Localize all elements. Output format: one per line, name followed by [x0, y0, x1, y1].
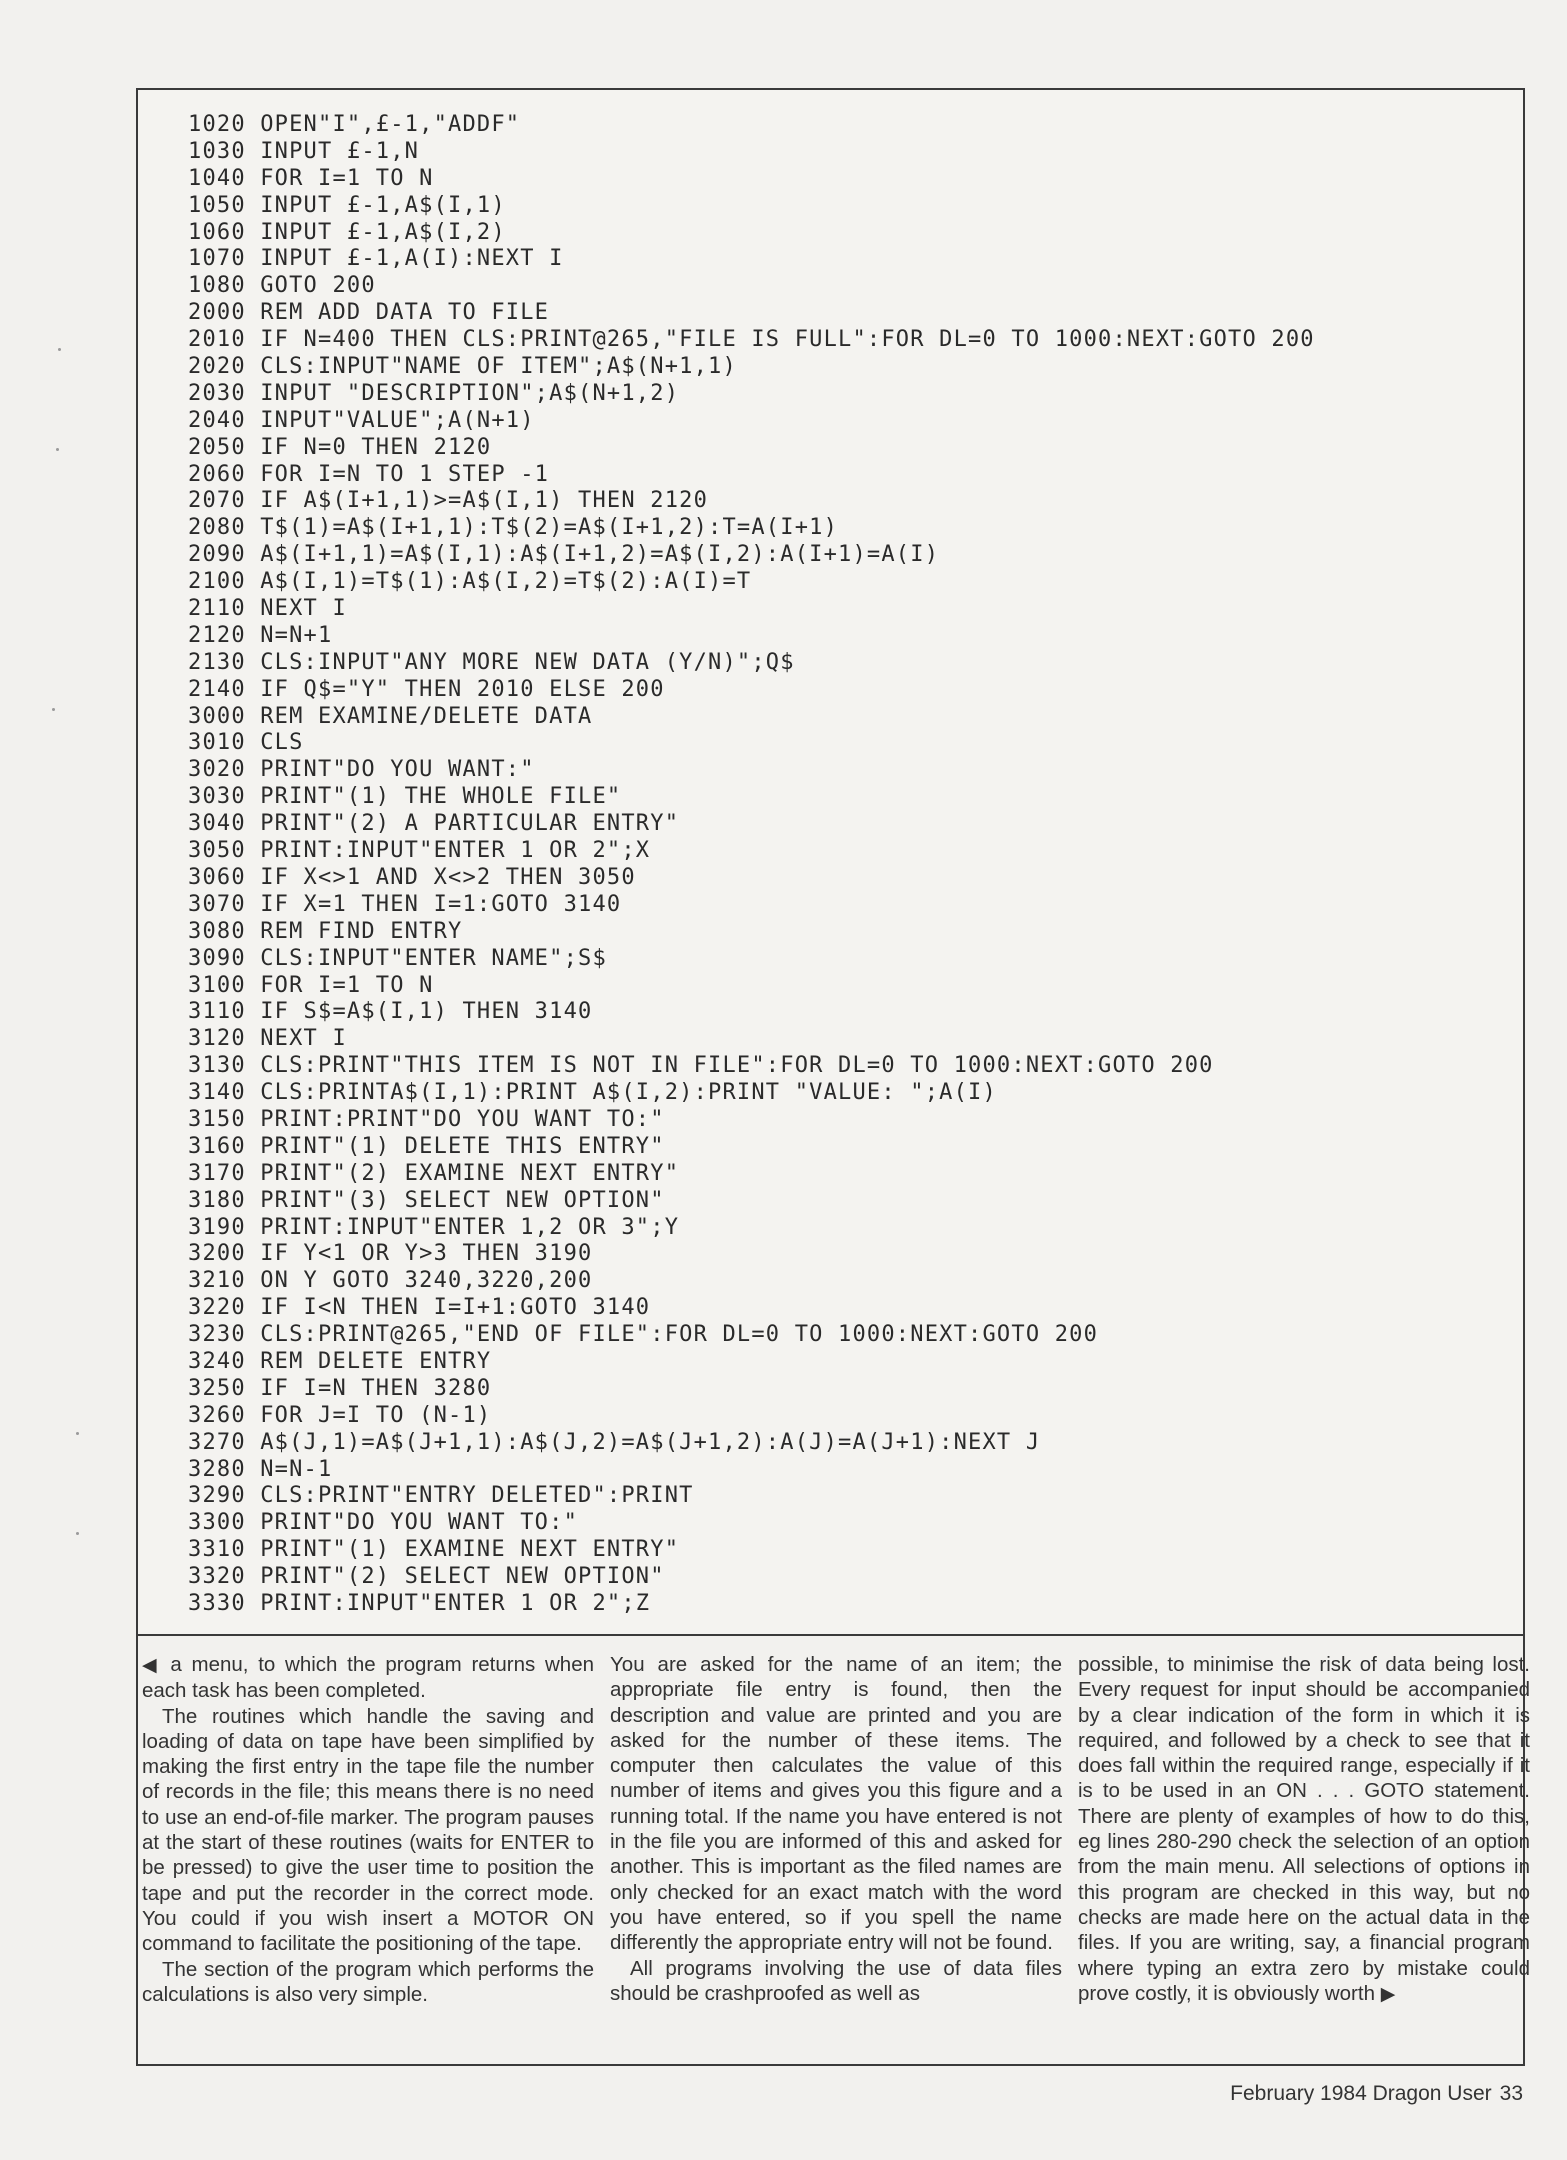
- listing-line: 1040 FOR I=1 TO N: [188, 165, 434, 191]
- issue-label: February 1984 Dragon User: [1230, 2082, 1492, 2105]
- program-listing: [188, 112, 1315, 1618]
- listing-line: 2010 IF N=400 THEN CLS:PRINT@265,"FILE IS FULL":FOR DL=0 TO 1000:NEXT:GOTO 200: [188, 327, 1315, 353]
- listing-line: 3240 REM DELETE ENTRY: [188, 1348, 492, 1374]
- listing-line: 3180 PRINT"(3) SELECT NEW OPTION": [188, 1187, 665, 1213]
- listing-line: 3320 PRINT"(2) SELECT NEW OPTION": [188, 1564, 665, 1590]
- listing-line: 2080 T$(1)=A$(I+1,1):T$(2)=A$(I+1,2):T=A(I+1): [188, 515, 839, 541]
- listing-line: 3210 ON Y GOTO 3240,3220,200: [188, 1268, 593, 1294]
- listing-line: 3300 PRINT"DO YOU WANT TO:": [188, 1510, 579, 1536]
- listing-line: 2030 INPUT "DESCRIPTION";A$(N+1,2): [188, 380, 680, 406]
- listing-line: 3190 PRINT:INPUT"ENTER 1,2 OR 3";Y: [188, 1214, 680, 1240]
- listing-line: 2000 REM ADD DATA TO FILE: [188, 300, 550, 326]
- continued-from-arrow-icon: ◀: [142, 1654, 161, 1676]
- listing-line: 3010 CLS: [188, 730, 304, 756]
- scan-speck: [76, 1532, 79, 1535]
- listing-line: 3020 PRINT"DO YOU WANT:": [188, 757, 535, 783]
- listing-line: 2100 A$(I,1)=T$(1):A$(I,2)=T$(2):A(I)=T: [188, 569, 752, 595]
- listing-line: 2020 CLS:INPUT"NAME OF ITEM";A$(N+1,1): [188, 354, 737, 380]
- listing-line: 3230 CLS:PRINT@265,"END OF FILE":FOR DL=0 TO 1000:NEXT:GOTO 200: [188, 1322, 1099, 1348]
- listing-line: 1080 GOTO 200: [188, 273, 376, 299]
- listing-line: 3060 IF X<>1 AND X<>2 THEN 3050: [188, 864, 636, 890]
- listing-line: 2110 NEXT I: [188, 596, 347, 622]
- listing-line: 3170 PRINT"(2) EXAMINE NEXT ENTRY": [188, 1160, 680, 1186]
- listing-line: 1050 INPUT £-1,A$(I,1): [188, 192, 506, 218]
- listing-line: 3160 PRINT"(1) DELETE THIS ENTRY": [188, 1133, 665, 1159]
- listing-line: 3130 CLS:PRINT"THIS ITEM IS NOT IN FILE":FOR DL=0 TO 1000:NEXT:GOTO 200: [188, 1053, 1214, 1079]
- listing-line: 2040 INPUT"VALUE";A(N+1): [188, 407, 535, 433]
- listing-line: 3090 CLS:INPUT"ENTER NAME";S$: [188, 945, 607, 971]
- paragraph: [142, 1652, 594, 1704]
- paragraph: [1078, 1652, 1530, 2007]
- listing-line: 2060 FOR I=N TO 1 STEP -1: [188, 461, 550, 487]
- listing-line: 3070 IF X=1 THEN I=1:GOTO 3140: [188, 891, 622, 917]
- article-text: [136, 1636, 1530, 2066]
- listing-line: 3140 CLS:PRINTA$(I,1):PRINT A$(I,2):PRINT "VALUE: ";A(I): [188, 1080, 997, 1106]
- listing-line: 2090 A$(I+1,1)=A$(I,1):A$(I+1,2)=A$(I,2):A(I+1)=A(I): [188, 542, 940, 568]
- paragraph: All programs involving the use of data files should be crashproofed as well as: [610, 1956, 1062, 2005]
- scan-speck: [76, 1432, 79, 1435]
- continued-arrow-icon: ▶: [1380, 1982, 1396, 2005]
- scan-speck: [52, 708, 55, 711]
- listing-line: 3250 IF I=N THEN 3280: [188, 1375, 492, 1401]
- listing-line: 1030 INPUT £-1,N: [188, 138, 420, 164]
- scan-speck: [58, 348, 61, 351]
- listing-line: 2120 N=N+1: [188, 622, 333, 648]
- listing-line: 2050 IF N=0 THEN 2120: [188, 434, 492, 460]
- listing-line: 3050 PRINT:INPUT"ENTER 1 OR 2";X: [188, 838, 651, 864]
- page-number: 33: [1499, 2082, 1523, 2105]
- listing-line: 3330 PRINT:INPUT"ENTER 1 OR 2";Z: [188, 1590, 651, 1616]
- scan-speck: [56, 448, 59, 451]
- listing-line: 1020 OPEN"I",£-1,"ADDF": [188, 112, 521, 137]
- article-column-2: [610, 1652, 1062, 2006]
- listing-line: 3000 REM EXAMINE/DELETE DATA: [188, 703, 593, 729]
- article-column-3: [1078, 1652, 1530, 2007]
- paragraph: You are asked for the name of an item; the appropriate file entry is found, then the description and value are printed and you are asked for the number of these items. The computer then calculates the value of this number of items and gives you this figure and a running total. If the name you have entered is not in the file you are informed of this and asked for another. This is important as the filed names are only checked for an exact match with the word you have entered, so if you spell the name differently the appropriate entry will not be found.: [610, 1653, 1062, 1955]
- listing-line: 3100 FOR I=1 TO N: [188, 972, 434, 998]
- page-footer: [1222, 2082, 1523, 2106]
- listing-line: 3270 A$(J,1)=A$(J+1,1):A$(J,2)=A$(J+1,2):A(J)=A(J+1):NEXT J: [188, 1429, 1041, 1455]
- listing-line: 3280 N=N-1: [188, 1456, 333, 1482]
- listing-line: 2070 IF A$(I+1,1)>=A$(I,1) THEN 2120: [188, 488, 709, 514]
- listing-line: 3220 IF I<N THEN I=I+1:GOTO 3140: [188, 1295, 651, 1321]
- program-listing-box: [136, 88, 1525, 1636]
- listing-line: 3200 IF Y<1 OR Y>3 THEN 3190: [188, 1241, 593, 1267]
- paragraph: The routines which handle the saving and loading of data on tape have been simplified by making the first entry in the tape file the number of records in the file; this means there is no need to use an end-of-file marker. The program pauses at the start of these routines (waits for ENTER to be pressed) to give the user time to position the tape and put the recorder in the correct mode. You could if you wish insert a MOTOR ON command to facilitate the positioning of the tape.: [142, 1704, 594, 1956]
- listing-line: 3310 PRINT"(1) EXAMINE NEXT ENTRY": [188, 1537, 680, 1563]
- listing-line: 3080 REM FIND ENTRY: [188, 918, 463, 944]
- listing-line: 3260 FOR J=I TO (N-1): [188, 1402, 492, 1428]
- article-column-1: [142, 1652, 594, 2007]
- paragraph: The section of the program which performs the calculations is also very simple.: [142, 1957, 594, 2006]
- listing-line: 2140 IF Q$="Y" THEN 2010 ELSE 200: [188, 676, 665, 702]
- listing-line: 1070 INPUT £-1,A(I):NEXT I: [188, 246, 564, 272]
- listing-line: 1060 INPUT £-1,A$(I,2): [188, 219, 506, 245]
- listing-line: 3030 PRINT"(1) THE WHOLE FILE": [188, 784, 622, 810]
- paragraph-text: a menu, to which the program returns when each task has been completed.: [142, 1653, 594, 1703]
- listing-line: 3150 PRINT:PRINT"DO YOU WANT TO:": [188, 1106, 665, 1132]
- listing-line: 3040 PRINT"(2) A PARTICULAR ENTRY": [188, 811, 680, 837]
- listing-line: 2130 CLS:INPUT"ANY MORE NEW DATA (Y/N)";Q$: [188, 649, 795, 675]
- paragraph-text: possible, to minimise the risk of data being lost. Every request for input should be accompanied by a clear indication of the form in which it is required, and followed by a check to see that it does fall within the required range, especially if it is to be used in an ON . . . GOTO statement. There are plenty of examples of how to do this, eg lines 280-290 check the selection of an option from the main menu. All selections of options in this program are checked in this way, but no checks are made here on the actual data in the files. If you are writing, say, a financial program where typing an extra zero by mistake could prove costly, it is obviously worth: [1078, 1653, 1530, 2005]
- listing-line: 3290 CLS:PRINT"ENTRY DELETED":PRINT: [188, 1483, 694, 1509]
- listing-line: 3120 NEXT I: [188, 1026, 347, 1052]
- listing-line: 3110 IF S$=A$(I,1) THEN 3140: [188, 999, 593, 1025]
